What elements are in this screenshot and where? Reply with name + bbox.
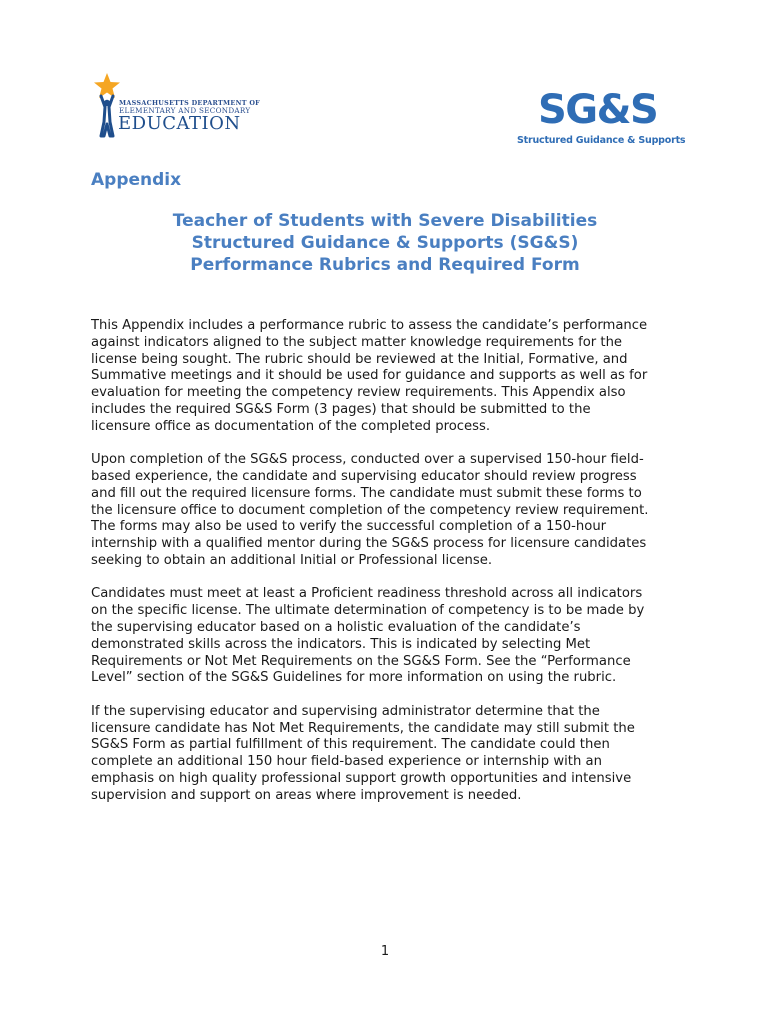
dese-logo-line3: EDUCATION: [118, 113, 241, 134]
text-line: Requirements or Not Met Requirements on the SG&S Form. See the “Performance: [91, 653, 631, 669]
text-line: Level” section of the SG&S Guidelines for more information on using the rubric.: [91, 670, 617, 686]
document-title: [90, 210, 680, 276]
document-body: [91, 318, 691, 821]
text-line: If the supervising educator and supervising administrator determine that the: [91, 703, 600, 719]
text-line: The forms may also be used to verify the successful completion of a 150-hour: [91, 519, 607, 535]
dese-logo: [90, 72, 261, 140]
sgs-tagline: Structured Guidance & Supports: [517, 135, 686, 146]
text-line: on the specific license. The ultimate determination of competency is to be made by: [91, 603, 645, 619]
text-line: licensure office as documentation of the completed process.: [91, 418, 491, 434]
sgs-logo: [516, 88, 686, 150]
paragraph-not-met: [91, 704, 691, 805]
text-line: SG&S Form as partial fulfillment of this requirement. The candidate could then: [91, 737, 610, 753]
sgs-wordmark: SG&S: [538, 87, 658, 133]
text-line: Summative meetings and it should be used for guidance and supports as well as for: [91, 368, 648, 384]
paragraph-proficiency: [91, 586, 691, 687]
text-line: licensure candidate has Not Met Requirements, the candidate may still submit the: [91, 720, 635, 736]
text-line: emphasis on high quality professional support growth opportunities and intensive: [91, 770, 632, 786]
text-line: includes the required SG&S Form (3 pages) that should be submitted to the: [91, 401, 591, 417]
text-line: evaluation for meeting the competency review requirements. This Appendix also: [91, 385, 626, 401]
text-line: seeking to obtain an additional Initial or Professional license.: [91, 552, 493, 568]
title-line: Performance Rubrics and Required Form: [190, 255, 580, 275]
text-line: the supervising educator based on a holistic evaluation of the candidate’s: [91, 619, 581, 635]
text-line: Candidates must meet at least a Proficient readiness threshold across all indicators: [91, 586, 643, 602]
text-line: and fill out the required licensure forms. The candidate must submit these forms to: [91, 485, 642, 501]
text-line: internship with a qualified mentor during the SG&S process for licensure candidates: [91, 536, 647, 552]
section-label: Appendix: [91, 170, 182, 190]
text-line: based experience, the candidate and supervising educator should review progress: [91, 468, 637, 484]
text-line: demonstrated skills across the indicators. This is indicated by selecting Met: [91, 636, 591, 652]
text-line: This Appendix includes a performance rubric to assess the candidate’s performance: [91, 318, 648, 333]
paragraph-completion: [91, 452, 691, 570]
text-line: license being sought. The rubric should be reviewed at the Initial, Formative, and: [91, 351, 628, 367]
dese-logo-line1: MASSACHUSETTS DEPARTMENT OF: [119, 99, 261, 107]
dese-logo-line2: ELEMENTARY AND SECONDARY: [119, 106, 251, 115]
title-line: Teacher of Students with Severe Disabilities: [172, 211, 598, 231]
title-line: Structured Guidance & Supports (SG&S): [191, 233, 579, 253]
text-line: supervision and support on areas where improvement is needed.: [91, 787, 522, 803]
text-line: complete an additional 150 hour field-based experience or internship with an: [91, 754, 602, 770]
text-line: Upon completion of the SG&S process, conducted over a supervised 150-hour field-: [91, 452, 644, 468]
paragraph-intro: [91, 318, 691, 436]
page-number: 1: [380, 944, 390, 959]
text-line: the licensure office to document completion of the competency review requirement.: [91, 502, 649, 518]
text-line: against indicators aligned to the subject matter knowledge requirements for the: [91, 334, 623, 350]
